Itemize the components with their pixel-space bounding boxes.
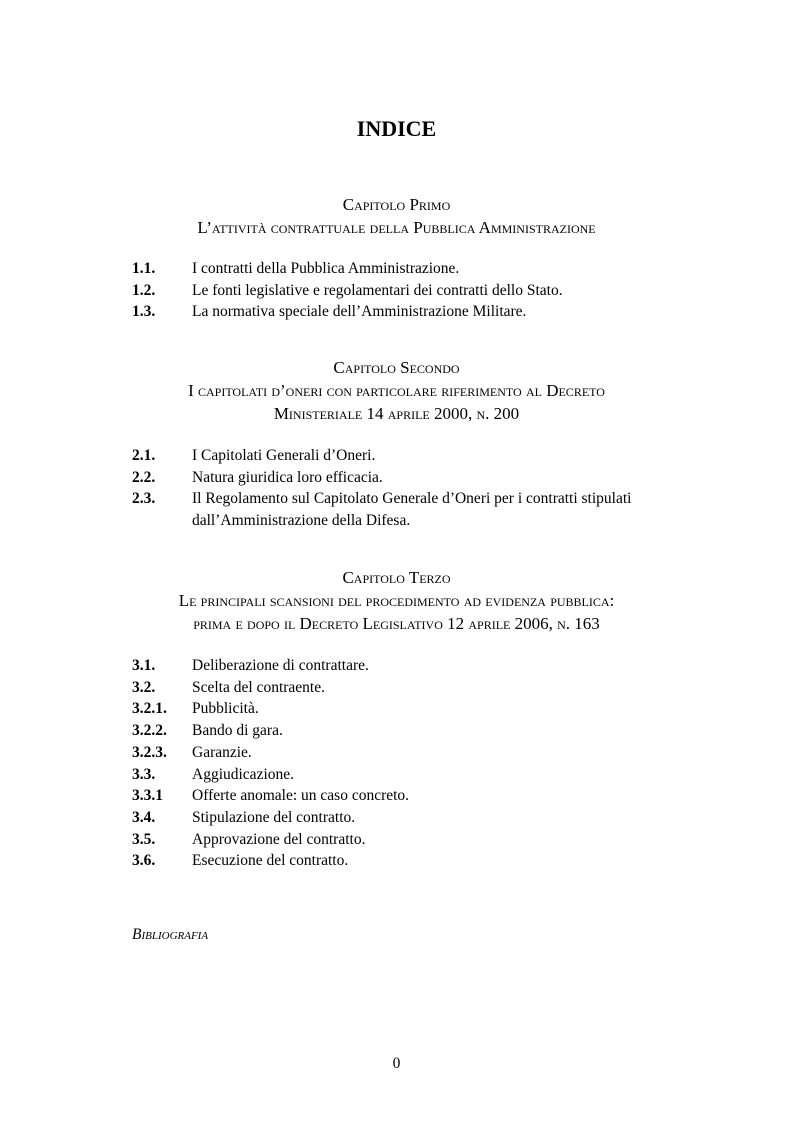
toc-entry bbox=[132, 445, 692, 467]
chapter-2-heading: Capitolo Secondo bbox=[333, 358, 460, 377]
toc-entry bbox=[132, 829, 692, 851]
entry-number: 3.3.1 bbox=[132, 787, 163, 805]
toc-entry bbox=[132, 742, 692, 764]
entry-number: 3.5. bbox=[132, 830, 156, 848]
chapter-3-entries bbox=[132, 655, 692, 872]
toc-entry bbox=[132, 655, 692, 677]
toc-entry bbox=[132, 720, 692, 742]
toc-entry bbox=[132, 280, 692, 302]
entry-title: Bando di gara. bbox=[192, 722, 283, 740]
entry-title: Scelta del contraente. bbox=[192, 678, 325, 696]
entry-title: Esecuzione del contratto. bbox=[192, 852, 349, 870]
entry-number: 1.2. bbox=[132, 281, 156, 299]
entry-title: Le fonti legislative e regolamentari dei contratti dello Stato. bbox=[192, 281, 563, 299]
toc-entry bbox=[132, 785, 692, 807]
entry-title: Pubblicità. bbox=[192, 700, 259, 718]
entry-number: 3.6. bbox=[132, 852, 156, 870]
toc-entry bbox=[132, 677, 692, 699]
entry-title: I contratti della Pubblica Amministrazione. bbox=[192, 260, 460, 277]
chapter-1-entries bbox=[132, 258, 692, 323]
entry-title: Approvazione del contratto. bbox=[192, 830, 366, 848]
entry-number: 3.2.1. bbox=[132, 700, 167, 718]
entry-number: 3.2.2. bbox=[132, 722, 167, 740]
entry-number: 2.1. bbox=[132, 447, 156, 464]
entry-number: 3.2.3. bbox=[132, 743, 167, 761]
entry-title: La normativa speciale dell’Amministrazione Militare. bbox=[192, 303, 527, 321]
entry-title: Garanzie. bbox=[192, 743, 252, 761]
toc-entry bbox=[132, 850, 692, 872]
chapter-2-heading-block bbox=[90, 356, 703, 425]
toc-entry bbox=[132, 258, 692, 280]
chapter-3-subtitle-line-1: Le principali scansioni del procedimento ad evidenza pubblica: bbox=[178, 591, 615, 610]
entry-title: Aggiudicazione. bbox=[192, 765, 295, 783]
page-title: INDICE bbox=[356, 116, 437, 141]
chapter-2-subtitle-line-2: Ministeriale 14 aprile 2000, n. 200 bbox=[273, 404, 520, 423]
toc-entry bbox=[132, 807, 692, 829]
entry-number: 1.1. bbox=[132, 260, 156, 277]
toc-entry bbox=[132, 698, 692, 720]
toc-entry bbox=[132, 764, 692, 786]
entry-number: 3.2. bbox=[132, 678, 156, 696]
chapter-1-subtitle-line-1: L’attività contrattuale della Pubblica Amministrazione bbox=[197, 218, 596, 237]
entry-title: Il Regolamento sul Capitolato Generale d’Oneri per i contratti stipulati dall’Amministrazione della Difesa. bbox=[192, 490, 632, 530]
toc-entry bbox=[132, 301, 692, 323]
chapter-2-entries bbox=[132, 445, 692, 532]
entry-number: 3.4. bbox=[132, 808, 156, 826]
entry-number: 2.2. bbox=[132, 468, 156, 486]
page-number: 0 bbox=[392, 1055, 401, 1072]
bibliography-heading: Bibliografia bbox=[132, 926, 209, 943]
entry-number: 3.1. bbox=[132, 657, 156, 674]
chapter-1-heading-block bbox=[90, 193, 703, 239]
entry-title: Offerte anomale: un caso concreto. bbox=[192, 787, 410, 805]
toc-entry bbox=[132, 488, 692, 531]
chapter-3-heading: Capitolo Terzo bbox=[342, 568, 451, 587]
entry-number: 2.3. bbox=[132, 490, 156, 508]
chapter-3-heading-block bbox=[90, 566, 703, 635]
entry-title: Deliberazione di contrattare. bbox=[192, 657, 369, 674]
chapter-1-heading: Capitolo Primo bbox=[342, 195, 451, 214]
entry-number: 3.3. bbox=[132, 765, 156, 783]
chapter-2-subtitle-line-1: I capitolati d’oneri con particolare riferimento al Decreto bbox=[188, 381, 605, 400]
entry-title: I Capitolati Generali d’Oneri. bbox=[192, 447, 376, 464]
entry-title: Natura giuridica loro efficacia. bbox=[192, 468, 383, 486]
chapter-3-subtitle-line-2: prima e dopo il Decreto Legislativo 12 aprile 2006, n. 163 bbox=[193, 614, 600, 633]
entry-title: Stipulazione del contratto. bbox=[192, 808, 356, 826]
toc-entry bbox=[132, 467, 692, 489]
entry-number: 1.3. bbox=[132, 303, 156, 321]
